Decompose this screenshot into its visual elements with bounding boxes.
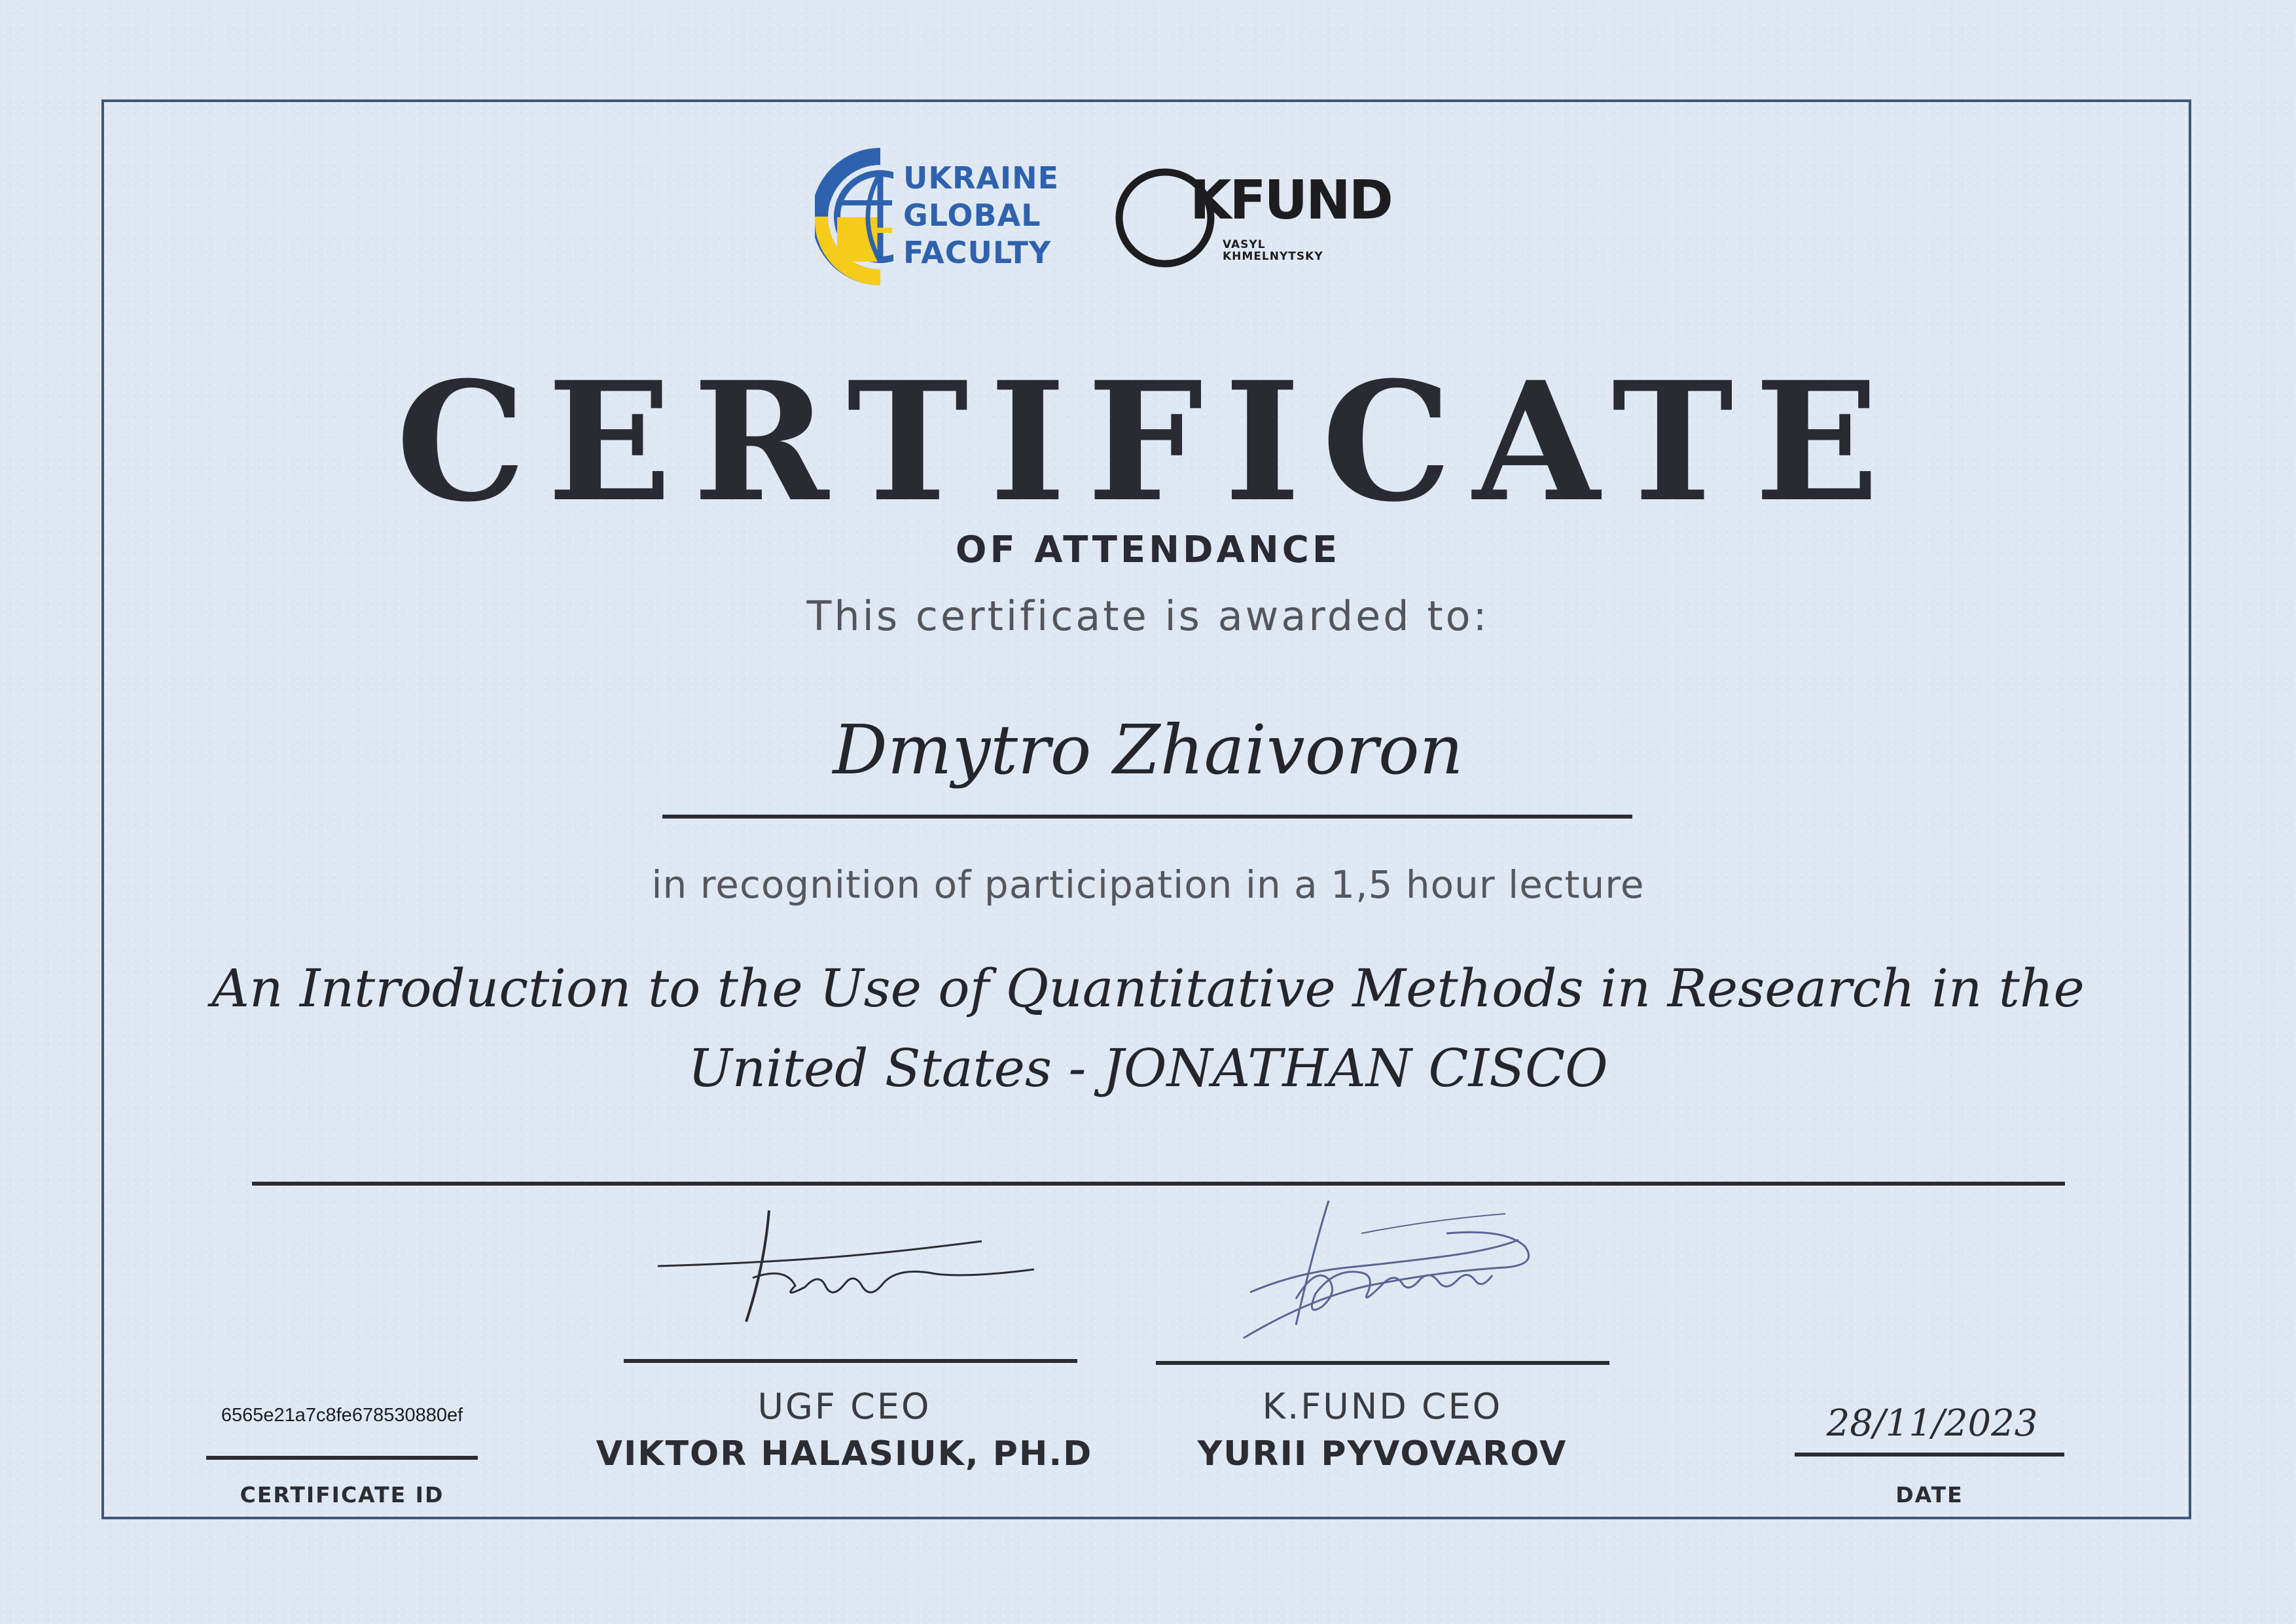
certificate-date: 28/11/2023	[1826, 1402, 2038, 1445]
recipient-name: Dmytro Zhaivoron	[833, 710, 1463, 790]
ugf-logo-line: FACULTY	[903, 235, 1052, 270]
certificate-id: 6565e21a7c8fe678530880ef	[221, 1405, 463, 1426]
awarded-text: This certificate is awarded to:	[806, 592, 1490, 640]
globe-icon	[815, 145, 893, 288]
signature-line	[1156, 1361, 1609, 1365]
ugf-logo-text	[903, 160, 1059, 272]
certificate-id-line	[206, 1456, 478, 1460]
date-label: DATE	[1895, 1482, 1964, 1508]
divider-line	[252, 1182, 2065, 1186]
signatory-role: UGF CEO	[757, 1386, 931, 1427]
signatory-role: K.FUND CEO	[1262, 1386, 1503, 1427]
kfund-logo	[1113, 160, 1427, 275]
signature-line	[624, 1359, 1077, 1363]
kfund-sub-line: VASYL	[1223, 238, 1266, 251]
signature-1	[655, 1201, 1047, 1351]
recognition-text: in recognition of participation in a 1,5 hour lecture	[651, 862, 1645, 907]
signature-2	[1230, 1194, 1545, 1358]
certificate-title: CERTIFICATE	[395, 345, 1901, 538]
ugf-logo-line: UKRAINE	[903, 160, 1060, 196]
certificate-border	[101, 99, 2191, 1519]
ugf-logo-line: GLOBAL	[903, 198, 1041, 233]
date-line	[1795, 1453, 2064, 1456]
certificate-subtitle: OF ATTENDANCE	[955, 529, 1341, 571]
kfund-logo-subtitle	[1223, 239, 1323, 262]
recipient-underline	[662, 815, 1632, 819]
ugf-logo	[815, 145, 1064, 288]
certificate-id-label: CERTIFICATE ID	[240, 1482, 444, 1508]
signatory-name: YURII PYVOVAROV	[1197, 1434, 1568, 1474]
kfund-logo-word: KFUND	[1190, 169, 1391, 232]
kfund-sub-line: KHMELNYTSKY	[1223, 250, 1323, 263]
lecture-title: An Introduction to the Use of Quantitative Methods in Research in the United States - JONATHAN CISCO	[211, 958, 2085, 1099]
signatory-name: VIKTOR HALASIUK, PH.D	[596, 1434, 1093, 1474]
